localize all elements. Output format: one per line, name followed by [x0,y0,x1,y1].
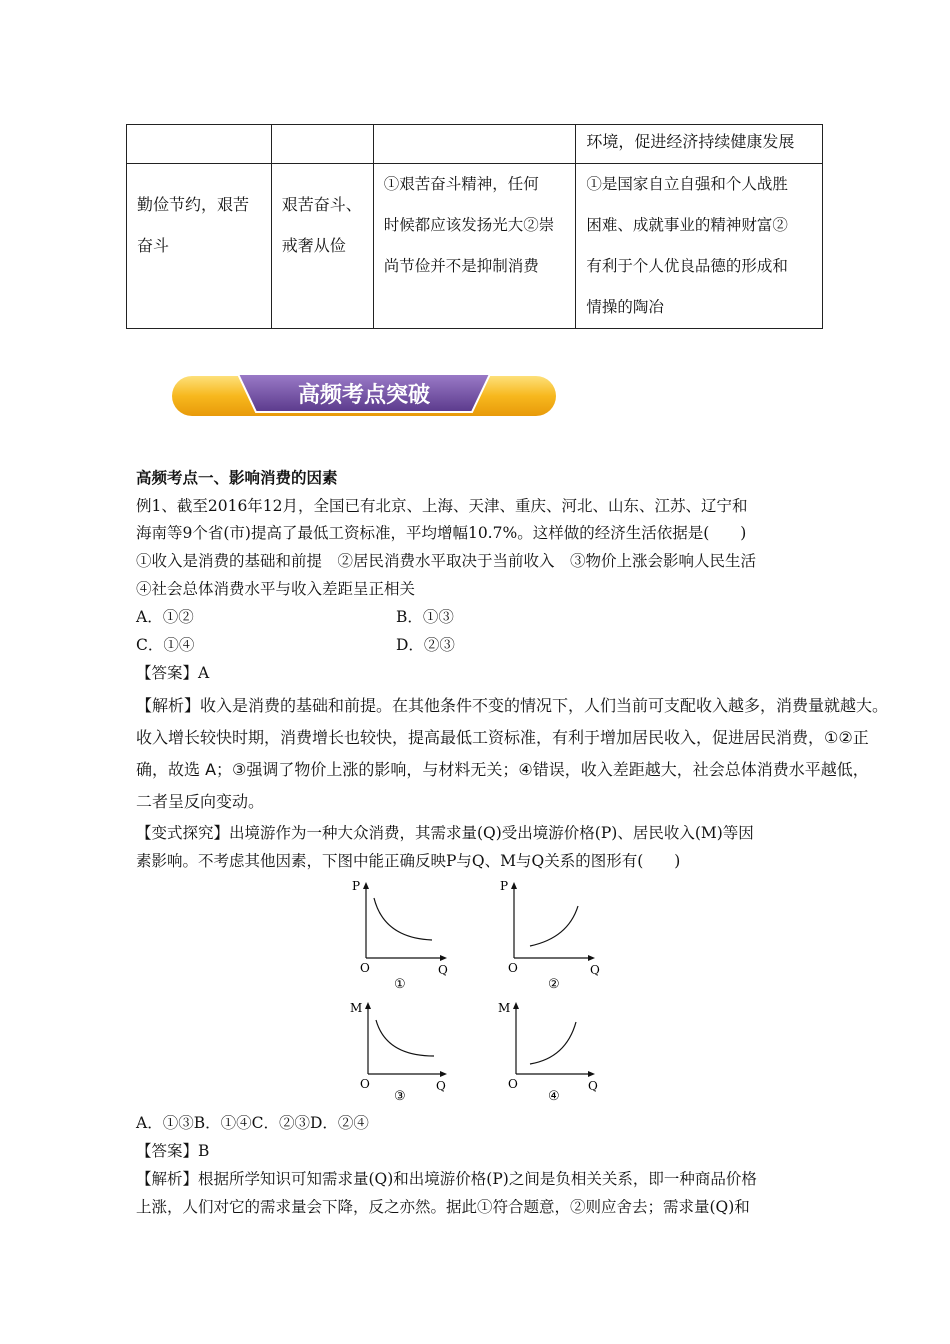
question-stem: 海南等9个省(市)提高了最低工资标准，平均增幅10.7%。这样做的经济生活依据是( ) [136,524,747,542]
table-row [127,125,823,164]
y-axis-label: P [352,879,361,893]
table-cell [271,164,373,329]
analysis-line: 二者呈反向变动。 [136,792,265,811]
y-axis-label: P [500,879,509,893]
rising-curve [530,1022,576,1064]
analysis-line: 【解析】收入是消费的基础和前提。在其他条件不变的情况下，人们当前可支配收入越多，消费量就越大。 [136,696,889,715]
variant-answer: 【答案】B [136,1142,210,1160]
variant-stem: 【变式探究】出境游作为一种大众消费，其需求量(Q)受出境游价格(P)、居民收入(M)等因 [136,824,754,842]
table-cell [576,164,823,329]
graph-label: ① [394,977,406,992]
cell-line: 奋斗 [137,236,170,255]
arrow-right-icon [440,955,447,961]
table-row [127,164,823,329]
y-axis-label: M [350,1001,363,1015]
option-c: C．①④ [136,636,195,654]
variant-analysis: 上涨，人们对它的需求量会下降，反之亦然。据此①符合题意，②则应舍去；需求量(Q)和 [136,1198,750,1216]
graph-3 [348,998,458,1106]
table-cell [127,125,272,164]
x-axis-label: Q [590,963,600,977]
section-title: 高频考点一、影响消费的因素 [136,469,338,487]
x-axis-label: Q [436,1079,446,1093]
x-axis-label: Q [588,1079,598,1093]
origin-label: O [360,961,370,975]
variant-stem: 素影响。不考虑其他因素，下图中能正确反映P与Q、M与Q关系的图形有( ) [136,852,681,870]
statement-line: ④社会总体消费水平与收入差距呈正相关 [136,580,416,598]
rising-curve [530,906,578,946]
graph-1 [348,876,458,994]
cell-line: ①是国家自立自强和个人战胜 [586,175,788,193]
comparison-table [126,124,823,329]
option-b: B．①③ [396,608,454,626]
table-cell [271,125,373,164]
cell-line: 困难、成就事业的精神财富② [586,216,788,234]
section-banner [172,374,556,418]
table-cell: 环境，促进经济持续健康发展 [576,125,823,164]
variant-options: A．①③B．①④C．②③D．②④ [136,1114,369,1132]
origin-label: O [360,1077,370,1091]
graph-2 [496,876,606,994]
arrow-right-icon [588,1071,595,1077]
variant-analysis: 【解析】根据所学知识可知需求量(Q)和出境游价格(P)之间是负相关关系，即一种商品价格 [136,1170,757,1188]
x-axis-label: Q [438,963,448,977]
arrow-up-icon [363,882,369,889]
cell-line: 时候都应该发扬光大②崇 [383,216,555,234]
analysis-line: 确，故选 A；③强调了物价上涨的影响，与材料无关；④错误，收入差距越大，社会总体消费水平越低， [136,760,869,779]
cell-line: 戒奢从俭 [281,236,346,255]
cell-line: 尚节俭并不是抑制消费 [383,257,539,275]
statement-line: ①收入是消费的基础和前提 ②居民消费水平取决于当前收入 ③物价上涨会影响人民生活 [136,552,757,570]
cell-line: ①艰苦奋斗精神，任何 [383,175,539,193]
origin-label: O [508,961,518,975]
graph-label: ④ [548,1089,560,1104]
option-a: A．①② [136,608,194,626]
cell-line: 情操的陶冶 [586,298,664,316]
table-cell [127,164,272,329]
graph-label: ③ [394,1089,406,1104]
arrow-right-icon [588,955,595,961]
question-stem: 例1、截至2016年12月，全国已有北京、上海、天津、重庆、河北、山东、江苏、辽宁和 [136,497,748,515]
answer: 【答案】A [136,664,210,682]
falling-curve [376,1020,434,1056]
analysis-line: 收入增长较快时期，消费增长也较快，提高最低工资标准，有利于增加居民收入，促进居民消费，①②正 [136,728,869,747]
cell-line: 有利于个人优良品德的形成和 [586,257,788,275]
cell-line: 勤俭节约，艰苦 [137,195,250,214]
banner-title: 高频考点突破 [297,383,430,408]
table-cell [373,125,576,164]
analysis [136,690,906,818]
table-cell [373,164,576,329]
arrow-up-icon [513,1002,519,1009]
arrow-up-icon [511,882,517,889]
graph-4 [496,998,606,1106]
arrow-right-icon [440,1071,447,1077]
option-d: D．②③ [396,636,455,654]
cell-line: 艰苦奋斗、 [281,195,362,214]
y-axis-label: M [498,1001,511,1015]
demand-curve [374,898,432,940]
graph-label: ② [548,977,560,992]
arrow-up-icon [365,1002,371,1009]
origin-label: O [508,1077,518,1091]
